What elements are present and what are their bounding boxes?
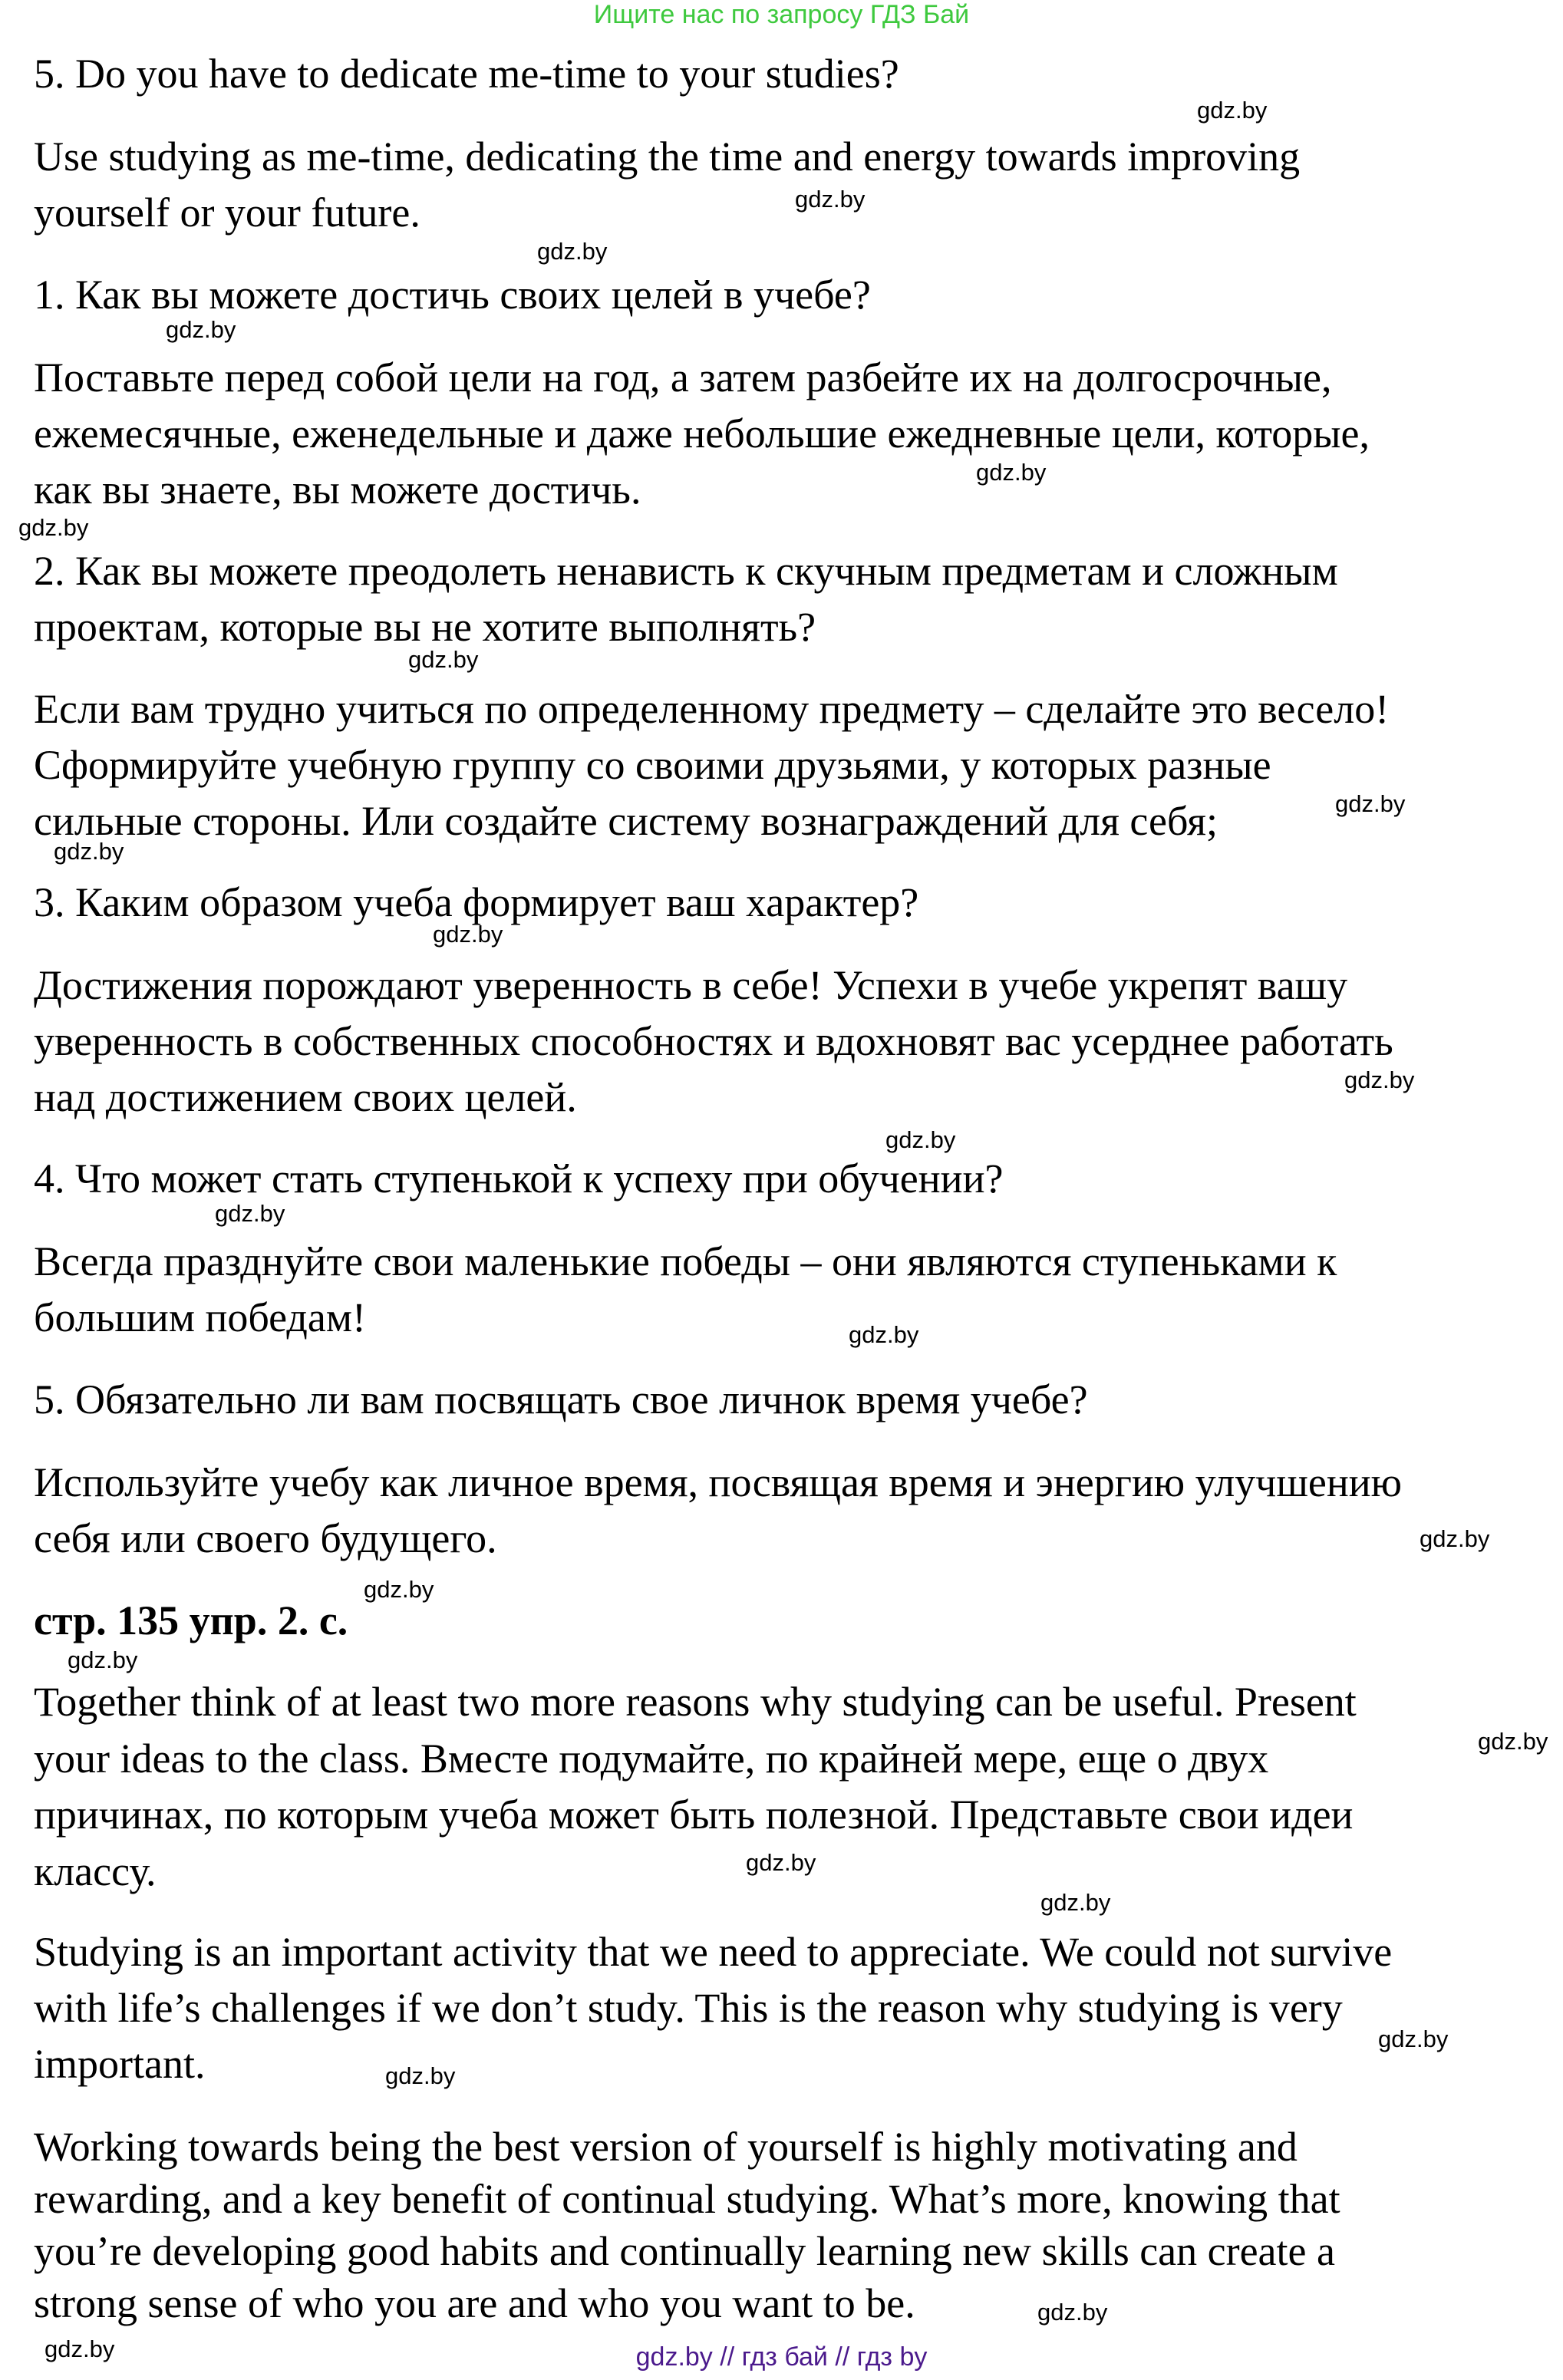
paragraph-line: 3. Каким образом учеба формирует ваш характер? <box>34 879 919 925</box>
watermark: gdz.by <box>54 838 124 865</box>
paragraph-line: Всегда празднуйте свои маленькие победы – они являются ступеньками к <box>34 1238 1337 1284</box>
paragraph-line: себя или своего будущего. <box>34 1515 497 1561</box>
paragraph-line: проектам, которые вы не хотите выполнять? <box>34 604 816 650</box>
paragraph-line: Используйте учебу как личное время, посвящая время и энергию улучшению <box>34 1459 1403 1505</box>
watermark: gdz.by <box>537 238 608 265</box>
watermark: gdz.by <box>385 2062 456 2089</box>
watermark: gdz.by <box>433 921 503 948</box>
paragraph-line: сильные стороны. Или создайте систему вознаграждений для себя; <box>34 798 1218 844</box>
paragraph-line: 5. Обязательно ли вам посвящать свое личнок время учебе? <box>34 1376 1088 1422</box>
footer-links[interactable]: gdz.by // гдз бай // гдз by <box>635 2342 928 2372</box>
watermark: gdz.by <box>849 1321 919 1348</box>
paragraph-line: your ideas to the class. Вместе подумайте, по крайней мере, еще о двух <box>34 1735 1269 1782</box>
watermark: gdz.by <box>1420 1525 1490 1552</box>
paragraph-line: Use studying as me-time, dedicating the time and energy towards improving <box>34 134 1301 180</box>
paragraph-line: yourself or your future. <box>34 190 420 236</box>
paragraph-line: 5. Do you have to dedicate me-time to your studies? <box>34 51 899 97</box>
watermark: gdz.by <box>215 1200 285 1227</box>
watermark: gdz.by <box>1037 2299 1108 2326</box>
paragraph-line: rewarding, and a key benefit of continual studying. What’s more, knowing that <box>34 2176 1340 2222</box>
watermark: gdz.by <box>1335 790 1406 817</box>
watermark: gdz.by <box>1040 1889 1111 1916</box>
watermark: gdz.by <box>18 514 89 541</box>
watermark: gdz.by <box>976 459 1047 486</box>
search-hint-banner: Ищите нас по запросу ГДЗ Бай <box>593 0 970 29</box>
watermark: gdz.by <box>166 316 236 343</box>
watermark: gdz.by <box>408 646 479 673</box>
paragraph-line: Studying is an important activity that we need to appreciate. We could not survive <box>34 1929 1393 1975</box>
paragraph-line: как вы знаете, вы можете достичь. <box>34 466 641 513</box>
paragraph-line: Если вам трудно учиться по определенному предмету – сделайте это весело! <box>34 686 1390 732</box>
paragraph-line: уверенность в собственных способностях и вдохновят вас усерднее работать <box>34 1018 1393 1064</box>
watermark: gdz.by <box>1344 1066 1415 1093</box>
paragraph-line: Working towards being the best version of yourself is highly motivating and <box>34 2124 1298 2170</box>
paragraph-line: причинах, по которым учеба может быть полезной. Представьте свои идеи <box>34 1792 1354 1838</box>
paragraph-line: important. <box>34 2041 206 2087</box>
watermark: gdz.by <box>364 1576 434 1603</box>
watermark: gdz.by <box>1478 1728 1548 1755</box>
paragraph-line: Сформируйте учебную группу со своими друзьями, у которых разные <box>34 742 1271 788</box>
paragraph-line: Поставьте перед собой цели на год, а затем разбейте их на долгосрочные, <box>34 354 1332 401</box>
watermark: gdz.by <box>45 2335 115 2362</box>
watermark: gdz.by <box>1197 97 1268 124</box>
paragraph-line: большим победам! <box>34 1294 367 1340</box>
paragraph-line: 4. Что может стать ступенькой к успеху при обучении? <box>34 1155 1004 1202</box>
paragraph-line: Together think of at least two more reasons why studying can be useful. Present <box>34 1679 1357 1725</box>
paragraph-line: Достижения порождают уверенность в себе! Успехи в учебе укрепят вашу <box>34 962 1348 1008</box>
paragraph-line: 1. Как вы можете достичь своих целей в учебе? <box>34 272 871 318</box>
watermark: gdz.by <box>795 186 866 213</box>
watermark: gdz.by <box>746 1849 816 1876</box>
section-heading: стр. 135 упр. 2. с. <box>34 1597 348 1643</box>
paragraph-line: 2. Как вы можете преодолеть ненависть к скучным предметам и сложным <box>34 548 1338 594</box>
paragraph-line: над достижением своих целей. <box>34 1074 577 1120</box>
watermark: gdz.by <box>68 1647 138 1673</box>
paragraph-line: классу. <box>34 1848 157 1894</box>
watermark: gdz.by <box>1378 2026 1449 2052</box>
paragraph-line: strong sense of who you are and who you want to be. <box>34 2280 915 2326</box>
paragraph-line: with life’s challenges if we don’t study. This is the reason why studying is very <box>34 1985 1343 2031</box>
paragraph-line: ежемесячные, еженедельные и даже небольшие ежедневные цели, которые, <box>34 410 1370 457</box>
watermark: gdz.by <box>885 1126 956 1153</box>
paragraph-line: you’re developing good habits and continually learning new skills can create a <box>34 2228 1335 2274</box>
